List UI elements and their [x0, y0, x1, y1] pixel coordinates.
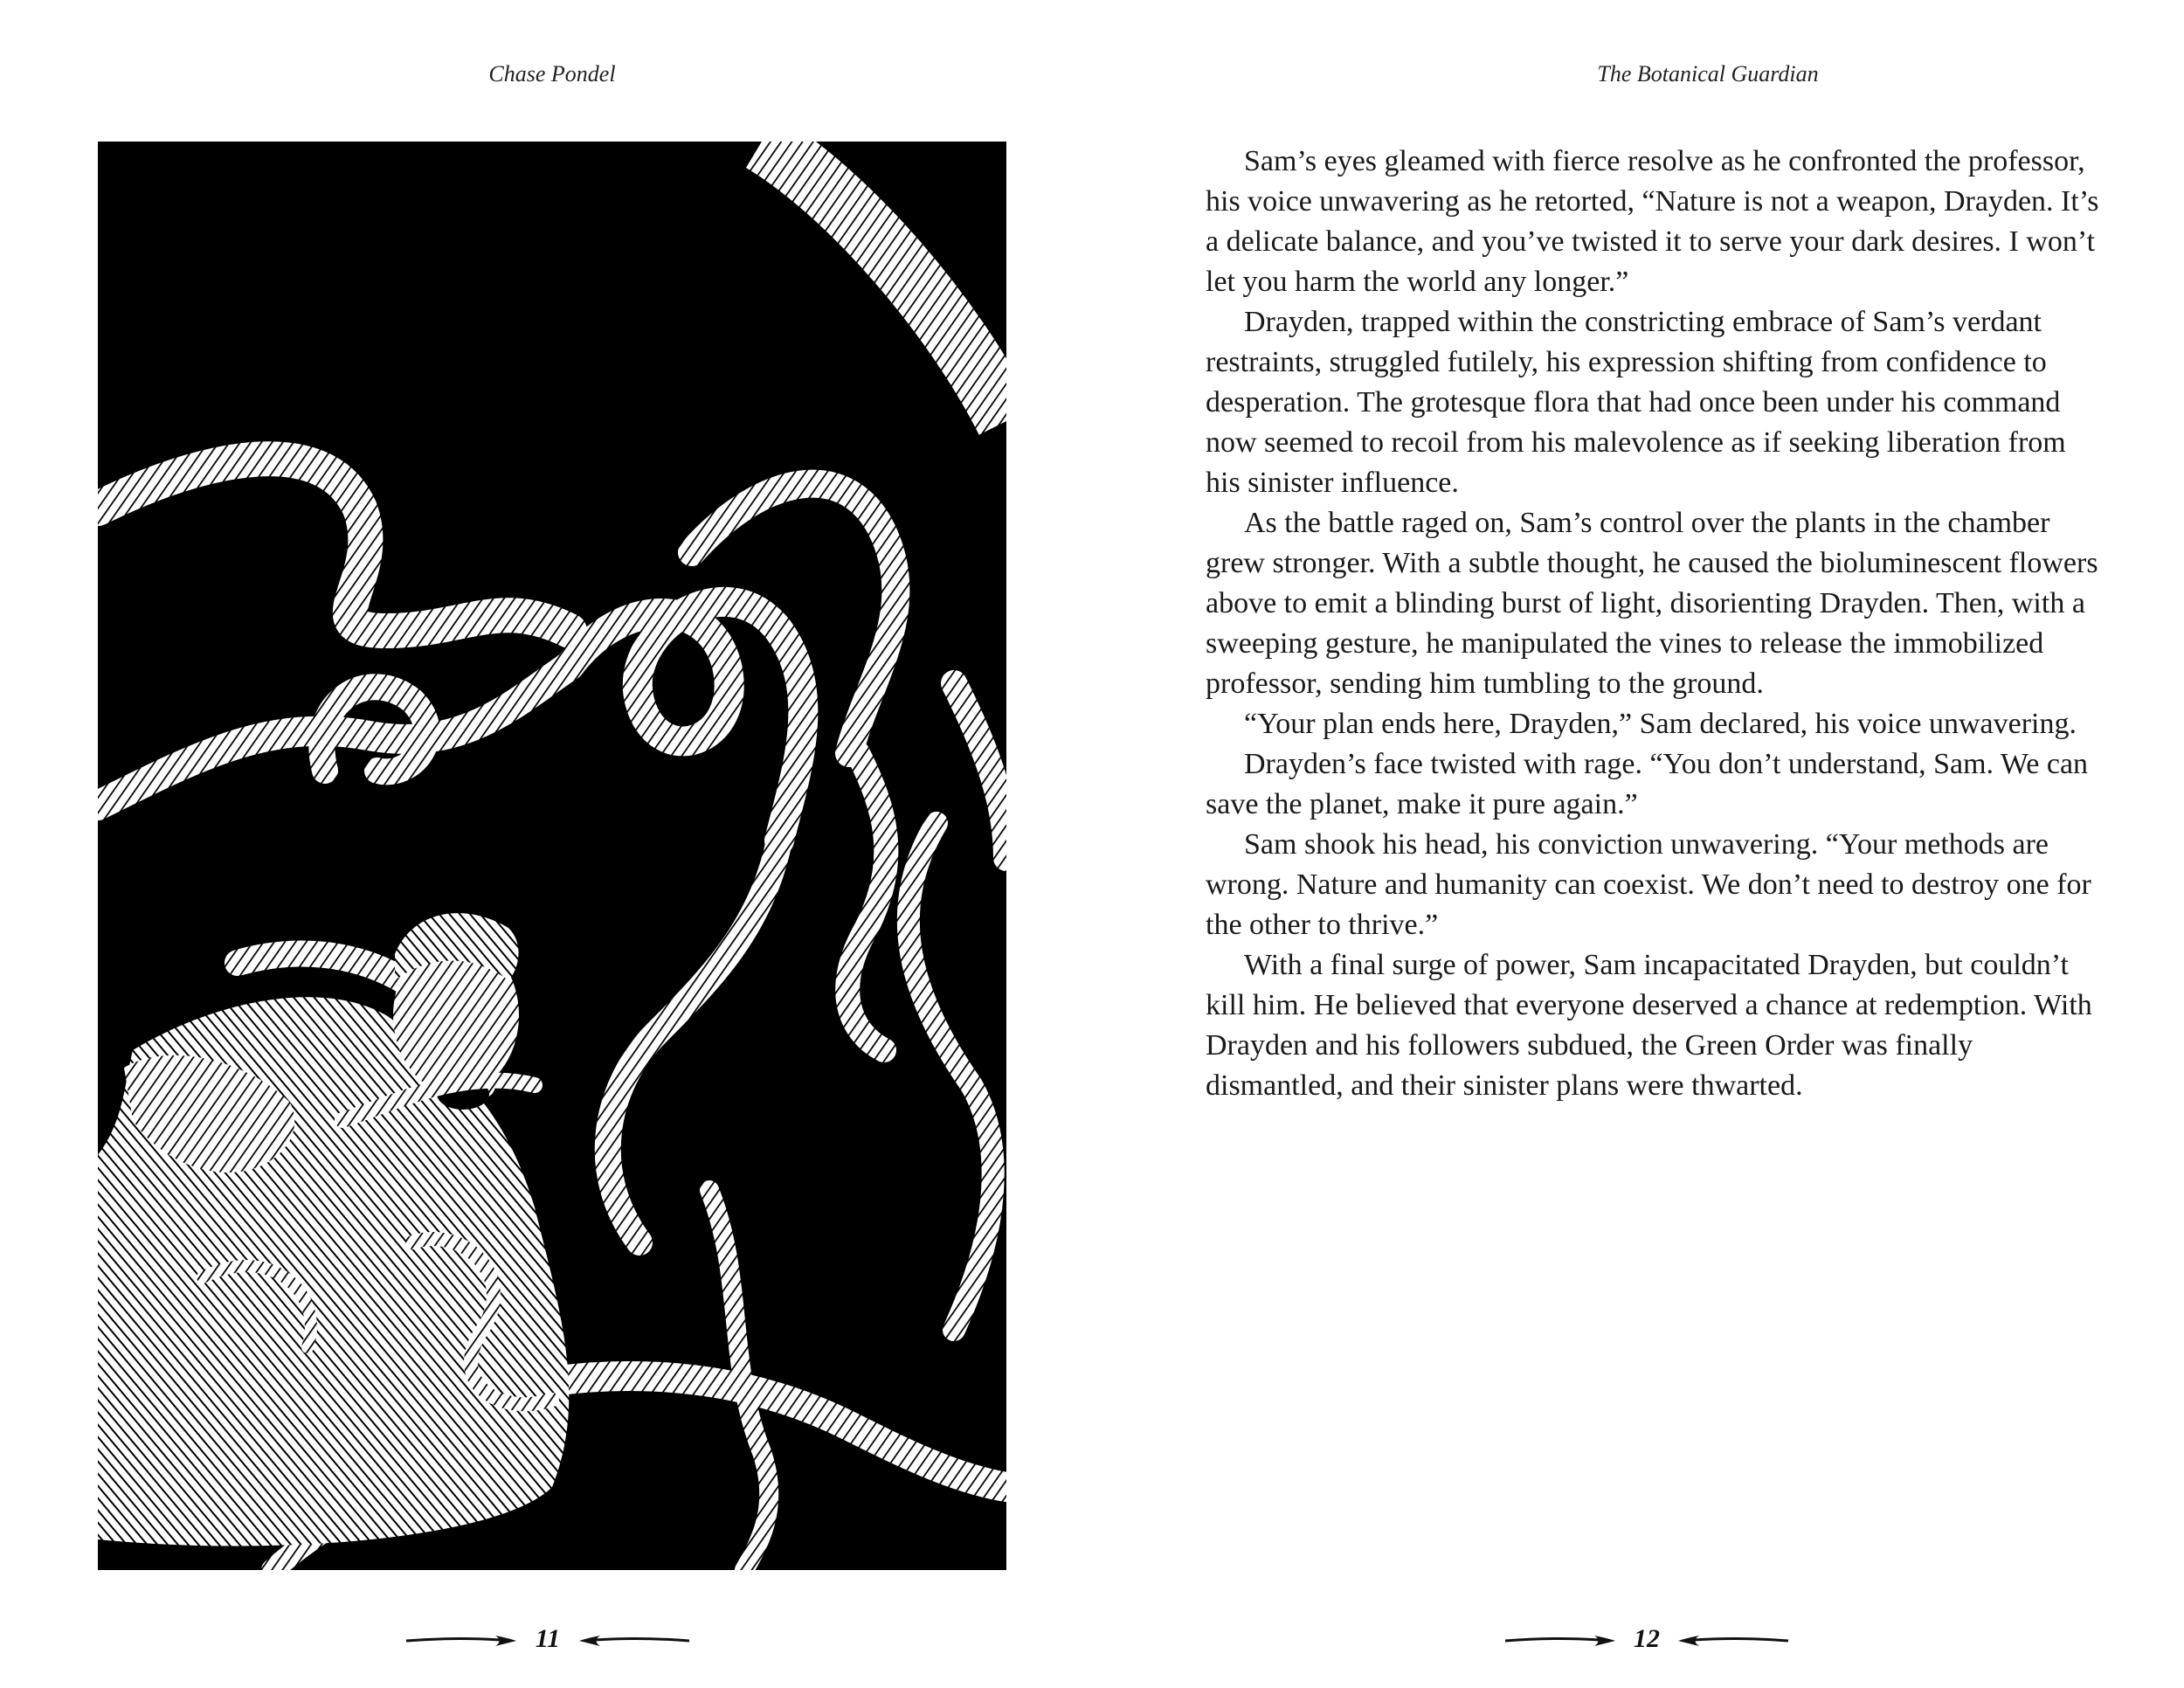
running-head-author: Chase Pondel — [488, 61, 616, 86]
right-page — [1092, 0, 2184, 1688]
paragraph: “Your plan ends here, Drayden,” Sam declared, his voice unwavering. — [1244, 708, 2077, 740]
vine-illustration-icon — [98, 142, 1006, 1570]
running-head-title: The Botanical Guardian — [1597, 61, 1819, 86]
flourish-line-icon — [577, 1630, 691, 1648]
page-number: 12 — [1634, 1624, 1660, 1653]
paragraph: Sam’s eyes gleamed with fierce resolve as he confronted the professor, his voice unwavering as he retorted, “Nature is not a weapon, Drayden. It’s a delicate balance, and you’ve twisted it to serve your dark desires. I won’t let you harm the world any longer.” — [1206, 145, 2099, 298]
paragraph: Drayden’s face twisted with rage. “You don’t understand, Sam. We can save the planet, make it pure again.” — [1206, 748, 2089, 820]
paragraph: Sam shook his head, his conviction unwavering. “Your methods are wrong. Nature and humanity can coexist. We don’t need to destroy one for the other to thrive.” — [1206, 828, 2091, 941]
illustration-vines — [98, 142, 1006, 1570]
paragraph: As the battle raged on, Sam’s control over the plants in the chamber grew stronger. With a subtle thought, he caused the bioluminescent flowers above to emit a blinding burst of light, disorienting Drayden. Then, with a sweeping gesture, he manipulated the vines to release the immobilized professor, sending him tumbling to the ground. — [1206, 507, 2098, 700]
page-number: 11 — [535, 1624, 561, 1653]
paragraph: With a final surge of power, Sam incapacitated Drayden, but couldn’t kill him. He believed that everyone deserved a chance at redemption. With Drayden and his followers subdued, the Green Order was finally dismantled, and their sinister plans were thwarted. — [1206, 949, 2092, 1102]
flourish-line-icon — [404, 1630, 518, 1648]
flourish-line-icon — [1676, 1630, 1790, 1648]
flourish-line-icon — [1503, 1630, 1617, 1648]
paragraph: Drayden, trapped within the constricting embrace of Sam’s verdant restraints, struggled futilely, his expression shifting from confidence to desperation. The grotesque flora that had once been under his command now seemed to recoil from his malevolence as if seeking liberation from his sinister influence. — [1206, 306, 2066, 499]
page-number-right — [1503, 1623, 1791, 1655]
body-text — [1206, 142, 2105, 1106]
page-number-left — [404, 1623, 692, 1655]
